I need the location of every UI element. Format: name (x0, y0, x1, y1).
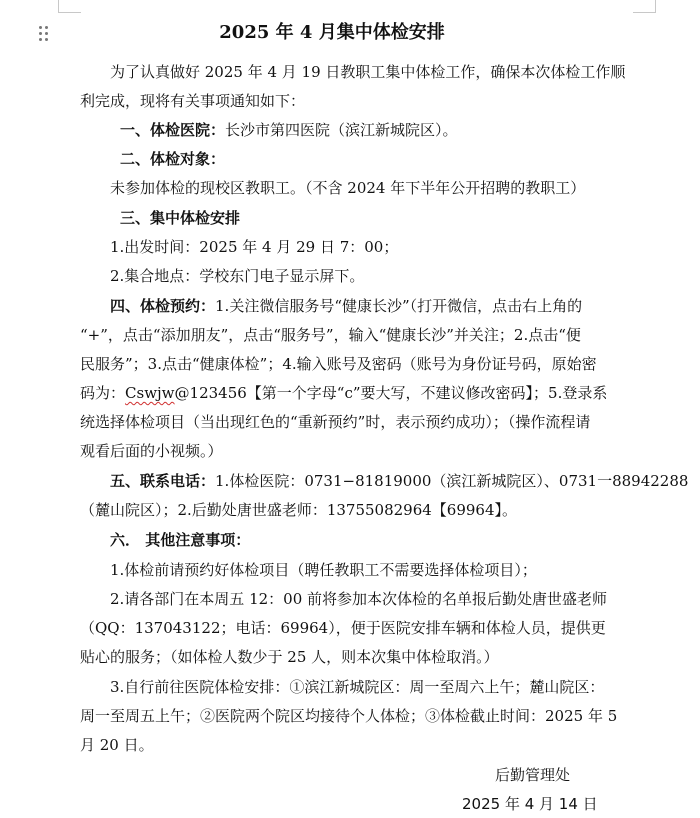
section-1-heading: 一、体检医院： (120, 121, 226, 139)
section-5-text: 1.体检医院：0731−81819000（滨江新城院区）、0731一88942288 (215, 472, 689, 490)
section-4-line (80, 383, 607, 403)
signature-org: 后勤管理处 (495, 766, 571, 784)
document-title: 2025 年 4 月集中体检安排 (219, 22, 445, 43)
section-3-heading: 三、集中体检安排 (120, 209, 241, 227)
section-6-heading: 六． 其他注意事项： (110, 531, 251, 549)
section-3-item: 2.集合地点：学校东门电子显示屏下。 (110, 267, 365, 285)
signature-date: 2025 年 4 月 14 日 (462, 795, 598, 813)
section-5-heading: 五、联系电话： (110, 472, 216, 490)
section-1 (120, 120, 458, 140)
intro-line: 为了认真做好 2025 年 4 月 19 日教职工集中体检工作，确保本次体检工作顺 (110, 63, 626, 81)
section-6-line: 周一至周五上午；②医院两个院区均接待个人体检；③体检截止时间：2025 年 5 (80, 707, 618, 725)
section-6-line: 2.请各部门在本周五 12：00 前将参加本次体检的名单报后勤处唐世盛老师 (110, 590, 608, 608)
page-corner-mark-top-right (633, 0, 656, 13)
section-4-line: 观看后面的小视频。） (80, 442, 223, 460)
section-6-line: 月 20 日。 (80, 736, 154, 754)
section-6-line: （QQ：137043122；电话：69964），便于医院安排车辆和体检人员，提供更 (80, 619, 606, 637)
section-5-line: （麓山院区）；2.后勤处唐世盛老师：13755082964【69964】。 (80, 501, 518, 519)
section-2-heading: 二、体检对象： (120, 150, 226, 168)
section-4-line: 统选择体检项目（当出现红色的“重新预约”时，表示预约成功）；（操作流程请 (80, 413, 591, 431)
section-4-heading: 四、体检预约： (110, 297, 216, 315)
section-6-line: 3.自行前往医院体检安排：①滨江新城院区：周一至周六上午；麓山院区： (110, 678, 605, 696)
password-label: 码为： (80, 384, 126, 402)
section-4-line: 民服务”；3.点击“健康体检”；4.输入账号及密码（账号为身份证号码，原始密 (80, 355, 597, 373)
intro-line: 利完成，现将有关事项通知如下： (80, 92, 306, 110)
password-value: Cswjw (125, 384, 175, 402)
password-note: @123456【第一个字母“c”要大写，不建议修改密码】；5.登录系 (174, 384, 608, 402)
section-4-text: 1.关注微信服务号“健康长沙”（打开微信，点击右上角的 (215, 297, 583, 315)
section-1-text: 长沙市第四医院（滨江新城院区）。 (225, 121, 458, 139)
section-3-item: 1.出发时间：2025 年 4 月 29 日 7：00； (110, 238, 399, 256)
section-6-line: 贴心的服务；（如体检人数少于 25 人，则本次集中体检取消。） (80, 648, 499, 666)
page-corner-mark-top-left (58, 0, 81, 13)
section-2-text: 未参加体检的现校区教职工。（不含 2024 年下半年公开招聘的教职工） (110, 179, 586, 197)
section-4-line: “+”，点击“添加朋友”，点击“服务号”，输入“健康长沙”并关注；2.点击“便 (80, 326, 581, 344)
section-5-line (110, 471, 688, 491)
section-6-line: 1.体检前请预约好体检项目（聘任教职工不需要选择体检项目）； (110, 561, 537, 579)
section-4-line (110, 296, 582, 316)
